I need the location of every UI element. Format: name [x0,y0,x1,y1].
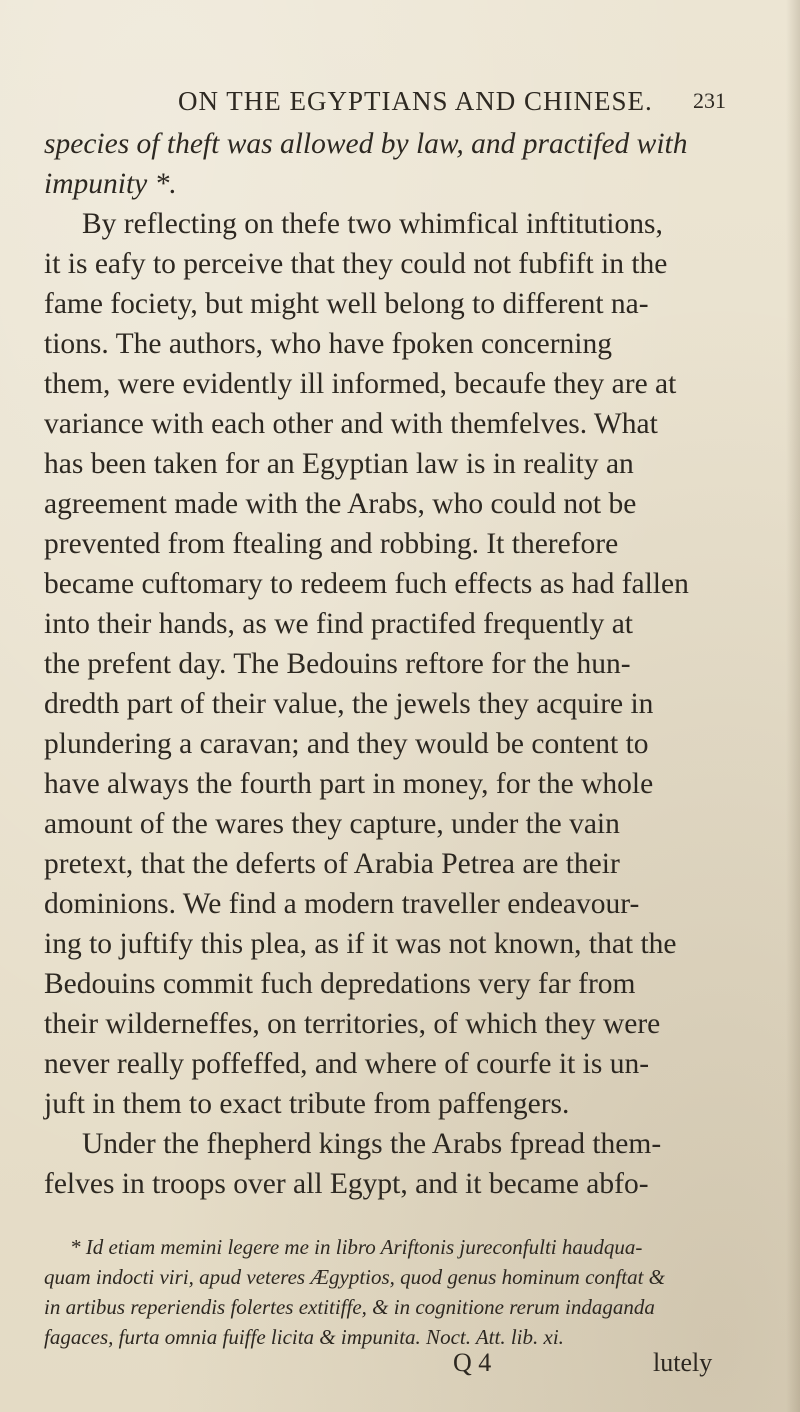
text-line: impunity *. [44,168,177,200]
text-line: Under the fhepherd kings the Arabs fpread them- [82,1128,662,1160]
text-line: Bedouins commit fuch depredations very far from [44,968,636,1000]
text-line: tions. The authors, who have fpoken concerning [44,328,613,360]
text-line: dominions. We find a modern traveller endeavour- [44,888,640,920]
page-number: 231 [693,88,726,113]
text-line: pretext, that the deferts of Arabia Petrea are their [44,848,620,880]
text-line: amount of the wares they capture, under the vain [44,808,620,840]
footnote-line: * Id etiam memini legere me in libro Ariftonis jureconfulti haudqua- [70,1235,643,1259]
text-line: ing to juftify this plea, as if it was not known, that the [44,928,677,960]
catchword: lutely [653,1348,713,1377]
text-line: the prefent day. The Bedouins reftore for the hun- [44,648,631,680]
footnote-line: in artibus reperiendis folertes extitiffe, & in cognitione rerum indaganda [44,1295,655,1319]
text-line: prevented from ftealing and robbing. It therefore [44,528,619,560]
footnote-line: quam indocti viri, apud veteres Ægyptios, quod genus hominum conftat & [44,1265,665,1289]
footnote-line: fagaces, furta omnia fuiffe licita & impunita. Noct. Att. lib. xi. [44,1325,564,1349]
text-line: agreement made with the Arabs, who could not be [44,488,637,520]
text-line: has been taken for an Egyptian law is in reality an [44,448,634,480]
running-title: ON THE EGYPTIANS AND CHINESE. [178,86,653,116]
text-line: it is eafy to perceive that they could not fubfift in the [44,248,668,280]
text-line: felves in troops over all Egypt, and it became abfo- [44,1168,649,1200]
text-line: became cuftomary to redeem fuch effects as had fallen [44,568,689,600]
text-line: variance with each other and with themfelves. What [44,408,658,440]
text-line: into their hands, as we find practifed frequently at [44,608,633,640]
text-line: fame fociety, but might well belong to different na- [44,288,649,320]
text-line: them, were evidently ill informed, becaufe they are at [44,368,677,400]
text-line: never really poffeffed, and where of courfe it is un- [44,1048,650,1080]
text-line: juft in them to exact tribute from paffengers. [44,1088,570,1120]
text-line: By reflecting on thefe two whimfical inftitutions, [82,208,663,240]
text-line: their wilderneffes, on territories, of which they were [44,1008,661,1040]
text-line: have always the fourth part in money, for the whole [44,768,654,800]
text-line: plundering a caravan; and they would be content to [44,728,649,760]
page-edge-shadow [786,0,800,1412]
running-head [0,86,800,126]
text-line: dredth part of their value, the jewels they acquire in [44,688,654,720]
text-line: species of theft was allowed by law, and practifed with [44,128,688,160]
signature-mark: Q 4 [453,1348,492,1377]
